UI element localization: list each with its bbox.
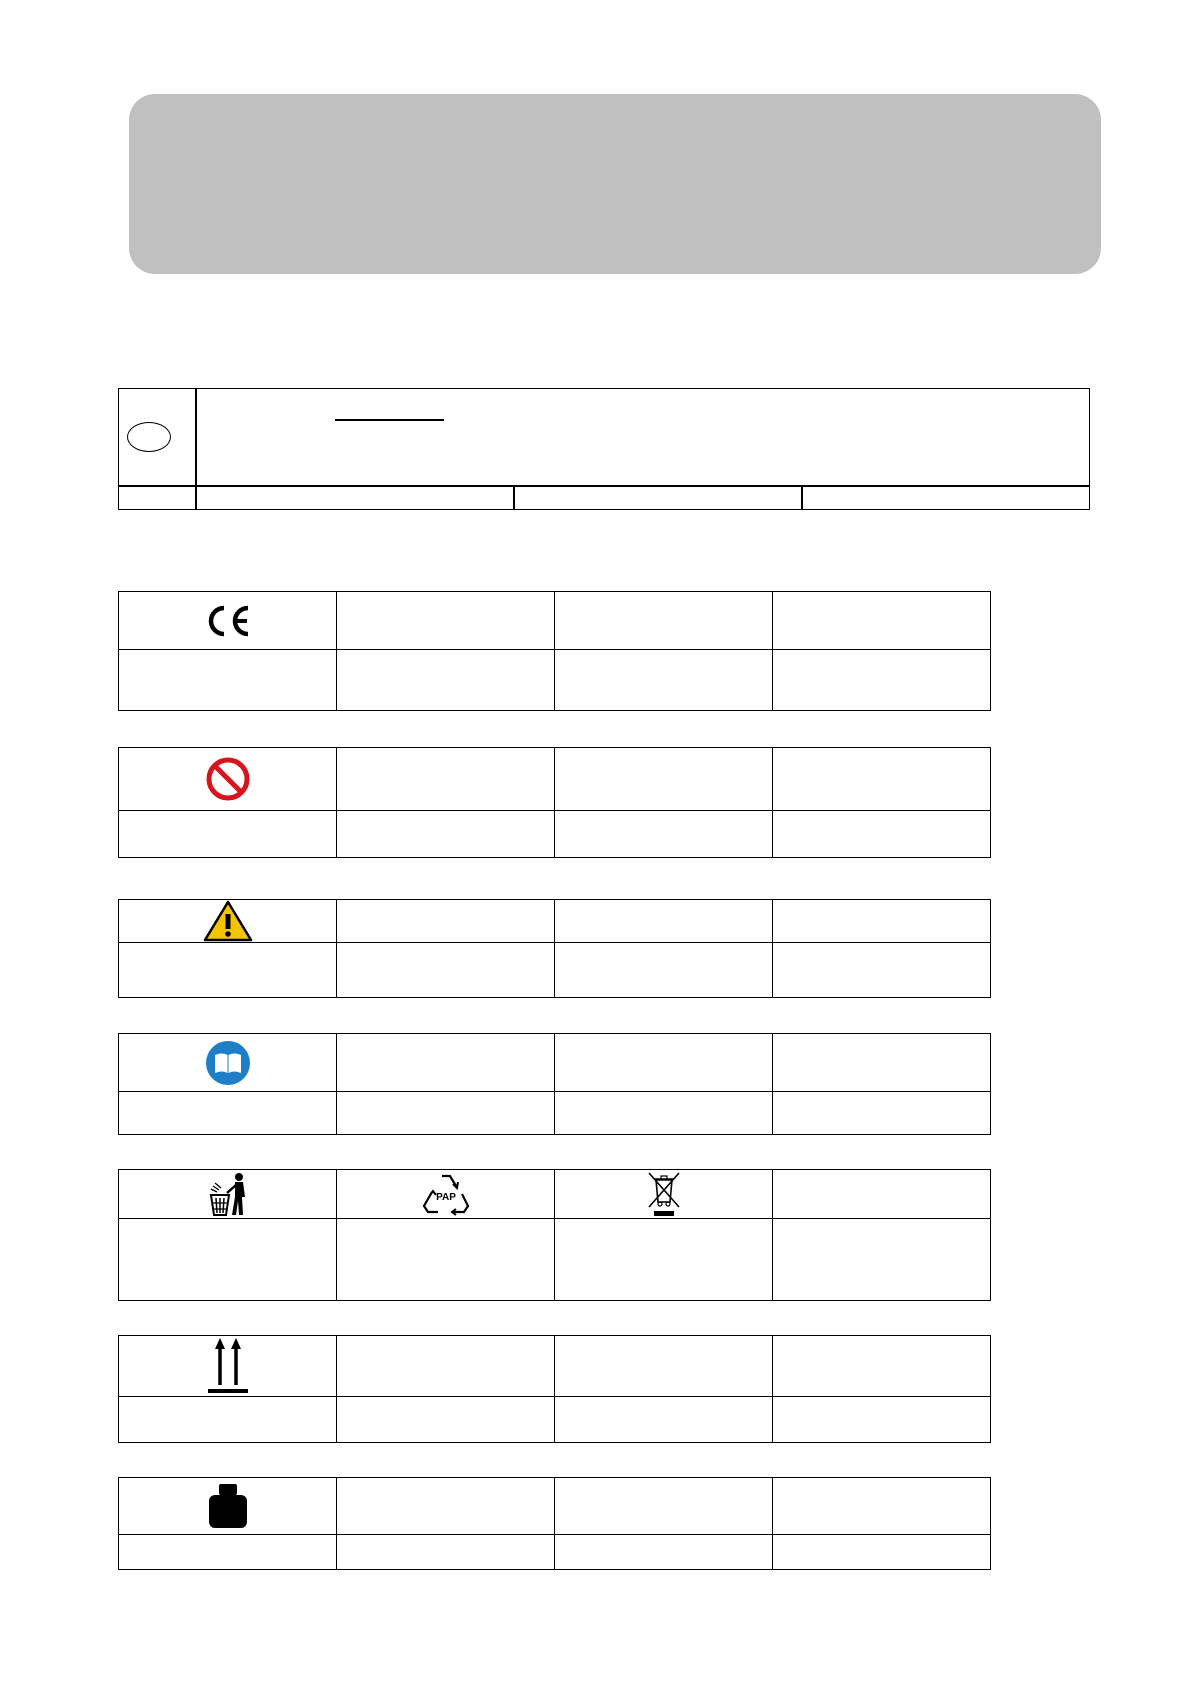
symbol-label [555,748,773,811]
weight-icon [206,1482,250,1530]
symbol-description [337,943,555,998]
symbol-description [773,1535,991,1570]
symbol-description [555,811,773,858]
symbol-cell [119,748,337,811]
symbol-description [555,1219,773,1301]
symbol-cell [119,900,337,943]
this-way-up-arrows-icon [206,1337,250,1395]
header-oval-mark [127,422,171,452]
symbol-description [555,1397,773,1443]
symbol-label [555,1336,773,1397]
pap-recycling-icon [420,1170,472,1218]
symbol-label [337,900,555,943]
prohibition-sign-icon [205,756,251,802]
symbol-description [337,1535,555,1570]
symbol-label [555,900,773,943]
svg-text:PAP: PAP [435,1192,456,1203]
symbol-table-weight [118,1477,991,1570]
symbol-description [337,811,555,858]
symbol-cell [119,1478,337,1535]
symbol-description [773,1219,991,1301]
symbol-description [773,1397,991,1443]
read-manual-icon [205,1040,251,1086]
symbol-description [119,943,337,998]
symbol-table-warning [118,899,991,998]
symbol-table-prohibition [118,747,991,858]
title-banner [129,94,1101,274]
symbol-label [555,1478,773,1535]
symbol-label [773,1478,991,1535]
weee-crossed-bin-icon [644,1170,684,1218]
symbol-label [773,1034,991,1092]
symbol-label [555,1034,773,1092]
symbol-label [337,1034,555,1092]
symbol-cell [119,1034,337,1092]
symbol-description [119,1397,337,1443]
symbol-description [773,1092,991,1135]
symbol-table-manual [118,1033,991,1135]
symbol-description [337,1219,555,1301]
symbol-label [337,592,555,650]
symbol-cell [119,1170,337,1219]
symbol-label [773,1170,991,1219]
warning-triangle-icon [203,900,253,942]
symbol-description [773,811,991,858]
symbol-description [119,1092,337,1135]
symbol-label [337,1478,555,1535]
symbol-description [773,650,991,711]
symbol-label [773,748,991,811]
symbol-description [119,1219,337,1301]
symbol-label [337,748,555,811]
symbol-description [555,1535,773,1570]
symbol-table-this-way-up [118,1335,991,1443]
symbol-cell [119,592,337,650]
symbol-label [773,1336,991,1397]
symbol-description [337,650,555,711]
symbol-table-ce [118,591,991,711]
symbol-description [555,1092,773,1135]
symbol-cell [119,1336,337,1397]
symbol-description [773,943,991,998]
ce-mark-icon [204,604,252,638]
symbol-description [337,1397,555,1443]
symbol-description [119,1535,337,1570]
symbol-description [337,1092,555,1135]
symbol-description [119,650,337,711]
symbol-description [119,811,337,858]
tidy-man-bin-icon [205,1171,251,1217]
document-header-box [118,388,1090,510]
symbol-label [555,592,773,650]
symbol-table-disposal [118,1169,991,1301]
symbol-cell [555,1170,773,1219]
header-title-underline [335,419,444,421]
symbol-label [337,1336,555,1397]
symbol-label [773,592,991,650]
symbol-cell [337,1170,555,1219]
symbol-description [555,943,773,998]
symbol-label [773,900,991,943]
symbol-description [555,650,773,711]
